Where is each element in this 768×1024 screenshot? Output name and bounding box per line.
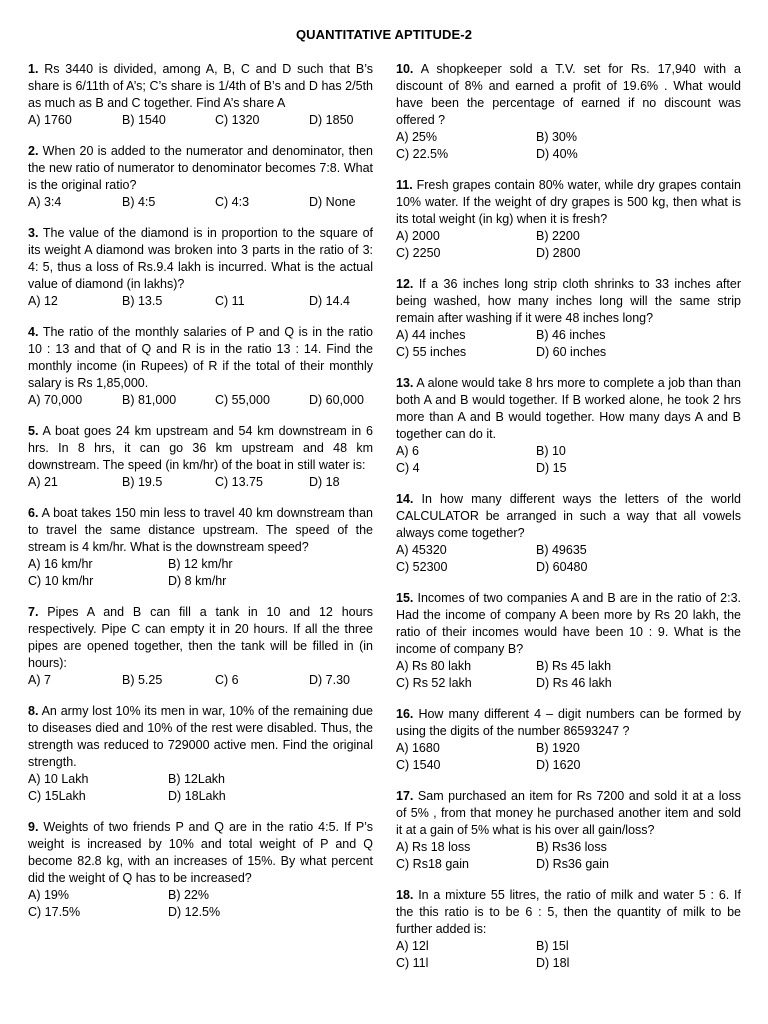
question-body: In how many different ways the letters of the world CALCULATOR be arranged in such a way that all vowels always come together? xyxy=(396,492,741,540)
question-block xyxy=(396,276,741,361)
answer-option: C) 10 km/hr xyxy=(28,574,94,588)
answer-option: C) 17.5% xyxy=(28,905,81,919)
answer-option: B) 13.5 xyxy=(122,294,163,308)
question-body: Incomes of two companies A and B are in the ratio of 2:3. Had the income of company A been more by Rs 20 lakh, the ratio of their incomes would have been 10 : 9. What is the income of company B? xyxy=(396,591,741,656)
question-text xyxy=(396,887,741,938)
answer-option: A) 44 inches xyxy=(396,328,466,342)
answer-options xyxy=(396,327,741,361)
left-column xyxy=(28,61,373,935)
answer-option: B) 1540 xyxy=(122,113,166,127)
answer-option: B) 1920 xyxy=(536,741,580,755)
answer-option: D) 2800 xyxy=(536,246,581,260)
answer-options xyxy=(28,112,373,129)
answer-options xyxy=(28,887,373,921)
answer-options xyxy=(28,474,373,491)
answer-options xyxy=(28,672,373,689)
answer-option: A) 7 xyxy=(28,673,51,687)
answer-option: C) 13.75 xyxy=(215,475,263,489)
question-number: 11. xyxy=(396,178,413,192)
answer-option: A) 45320 xyxy=(396,543,447,557)
answer-option: D) 14.4 xyxy=(309,294,350,308)
answer-option: B) 81,000 xyxy=(122,393,177,407)
answer-options xyxy=(396,542,741,576)
answer-options xyxy=(28,771,373,805)
answer-option: A) 2000 xyxy=(396,229,440,243)
answer-option: A) Rs 18 loss xyxy=(396,840,471,854)
question-number: 12. xyxy=(396,277,414,291)
answer-option: B) 12 km/hr xyxy=(168,557,233,571)
question-number: 13. xyxy=(396,376,414,390)
question-block xyxy=(28,423,373,491)
question-number: 6. xyxy=(28,506,39,520)
answer-option: B) Rs36 loss xyxy=(536,840,607,854)
question-text xyxy=(28,324,373,392)
answer-option: A) 3:4 xyxy=(28,195,62,209)
question-number: 10. xyxy=(396,62,414,76)
answer-option: B) 30% xyxy=(536,130,577,144)
answer-option: D) 40% xyxy=(536,147,578,161)
question-text xyxy=(396,706,741,740)
question-body: A boat goes 24 km upstream and 54 km downstream in 6 hrs. In 8 hrs, it can go 36 km upstream and 48 km downstream. The speed (in km/hr) of the boat in still water is: xyxy=(28,424,373,472)
question-body: Pipes A and B can fill a tank in 10 and 12 hours respectively. Pipe C can empty it in 20 hours. If all the three pipes are opened together, then the tank will be filled in (in hours): xyxy=(28,605,373,670)
question-text xyxy=(28,505,373,556)
answer-options xyxy=(396,443,741,477)
answer-option: C) 52300 xyxy=(396,560,448,574)
answer-option: B) 22% xyxy=(168,888,209,902)
question-text xyxy=(396,375,741,443)
answer-option: D) 60480 xyxy=(536,560,588,574)
answer-option: C) 1540 xyxy=(396,758,441,772)
answer-option: B) 19.5 xyxy=(122,475,163,489)
answer-option: A) 19% xyxy=(28,888,69,902)
answer-option: A) 16 km/hr xyxy=(28,557,93,571)
answer-option: D) Rs36 gain xyxy=(536,857,609,871)
question-text xyxy=(396,491,741,542)
question-block xyxy=(28,225,373,310)
question-body: If a 36 inches long strip cloth shrinks to 33 inches after being washed, how many inches long will the same strip remain after washing if it were 48 inches long? xyxy=(396,277,741,325)
question-body: When 20 is added to the numerator and denominator, then the new ratio of numerator to denominator becomes 7:8. What is the original ratio? xyxy=(28,144,373,192)
answer-options xyxy=(396,839,741,873)
answer-options xyxy=(28,556,373,590)
question-number: 18. xyxy=(396,888,414,902)
answer-option: C) 4:3 xyxy=(215,195,250,209)
answer-option: C) 2250 xyxy=(396,246,441,260)
answer-option: C) 6 xyxy=(215,673,239,687)
question-block xyxy=(396,375,741,477)
question-text xyxy=(28,604,373,672)
question-number: 9. xyxy=(28,820,39,834)
answer-option: D) 60 inches xyxy=(536,345,607,359)
question-block xyxy=(396,706,741,774)
question-block xyxy=(28,143,373,211)
answer-options xyxy=(28,392,373,409)
question-body: A boat takes 150 min less to travel 40 km downstream than to travel the same distance upstream. The speed of the stream is 4 km/hr. What is the downstream speed? xyxy=(28,506,373,554)
answer-option: A) 70,000 xyxy=(28,393,83,407)
answer-option: A) 1760 xyxy=(28,113,72,127)
question-number: 5. xyxy=(28,424,39,438)
question-block xyxy=(28,703,373,805)
question-text xyxy=(396,61,741,129)
answer-option: A) 12l xyxy=(396,939,429,953)
question-block xyxy=(396,590,741,692)
answer-option: A) 25% xyxy=(396,130,437,144)
question-block xyxy=(28,505,373,590)
answer-option: A) Rs 80 lakh xyxy=(396,659,472,673)
answer-option: A) 1680 xyxy=(396,741,440,755)
answer-option: D) None xyxy=(309,195,356,209)
question-block xyxy=(28,61,373,129)
answer-option: B) 15l xyxy=(536,939,569,953)
question-number: 7. xyxy=(28,605,39,619)
question-block xyxy=(28,819,373,921)
question-body: Fresh grapes contain 80% water, while dry grapes contain 10% water. If the weight of dry grapes is 500 kg, then what is its total weight (in kg) when it is fresh? xyxy=(396,178,741,226)
answer-option: B) Rs 45 lakh xyxy=(536,659,612,673)
page-title: QUANTITATIVE APTITUDE-2 xyxy=(295,27,473,42)
answer-option: C) 55 inches xyxy=(396,345,467,359)
answer-option: A) 12 xyxy=(28,294,58,308)
answer-options xyxy=(28,194,373,211)
question-body: The value of the diamond is in proportion to the square of its weight A diamond was broken into 3 parts in the ratio of 3: 4: 5, thus a loss of Rs.9.4 lakh is incurred. What is the actual value of diamond (in lakhs)? xyxy=(28,226,373,291)
answer-option: B) 5.25 xyxy=(122,673,163,687)
answer-option: C) Rs18 gain xyxy=(396,857,469,871)
question-number: 4. xyxy=(28,325,39,339)
question-text xyxy=(396,276,741,327)
answer-option: B) 10 xyxy=(536,444,566,458)
answer-option: D) 8 km/hr xyxy=(168,574,227,588)
question-block xyxy=(396,887,741,972)
question-body: Weights of two friends P and Q are in the ratio 4:5. If P’s weight is increased by 10% and total weight of P and Q become 82.8 kg, with an increases of 15%. By what percent did the weight of Q has to be increased? xyxy=(28,820,373,885)
answer-option: D) Rs 46 lakh xyxy=(536,676,612,690)
answer-option: C) 11l xyxy=(396,956,429,970)
answer-option: C) 15Lakh xyxy=(28,789,86,803)
right-column xyxy=(396,61,741,986)
answer-option: C) 4 xyxy=(396,461,420,475)
question-text xyxy=(28,819,373,887)
answer-option: A) 6 xyxy=(396,444,419,458)
answer-option: D) 18 xyxy=(309,475,340,489)
answer-options xyxy=(396,228,741,262)
question-text xyxy=(28,61,373,112)
answer-option: C) 22.5% xyxy=(396,147,449,161)
answer-option: D) 15 xyxy=(536,461,567,475)
question-number: 17. xyxy=(396,789,414,803)
question-body: How many different 4 – digit numbers can be formed by using the digits of the number 86593247 ? xyxy=(396,707,741,738)
answer-option: C) 11 xyxy=(215,294,245,308)
question-number: 14. xyxy=(396,492,414,506)
answer-option: C) 55,000 xyxy=(215,393,270,407)
answer-option: C) Rs 52 lakh xyxy=(396,676,472,690)
answer-option: B) 12Lakh xyxy=(168,772,225,786)
question-body: In a mixture 55 litres, the ratio of milk and water 5 : 6. If the this ratio is to be 6 : 5, then the quantity of milk to be further added is: xyxy=(396,888,741,936)
question-text xyxy=(396,788,741,839)
question-body: The ratio of the monthly salaries of P and Q is in the ratio 10 : 13 and that of Q and R is in the ratio 13 : 14. Find the monthly income (in Rupees) of R if the total of their monthly salary is Rs 1,85,000. xyxy=(28,325,373,390)
answer-option: B) 46 inches xyxy=(536,328,606,342)
question-body: Rs 3440 is divided, among A, B, C and D such that B’s share is 6/11th of A’s; C’s share is 1/4th of B’s and D has 2/5th as much as B and C together. Find A’s share A xyxy=(28,62,373,110)
question-number: 2. xyxy=(28,144,39,158)
question-body: A alone would take 8 hrs more to complete a job than than both A and B would together. If B worked alone, he took 2 hrs more than A and B would together. How many days A and B together can do it. xyxy=(396,376,741,441)
answer-option: B) 49635 xyxy=(536,543,587,557)
question-body: A shopkeeper sold a T.V. set for Rs. 17,940 with a discount of 8% and earned a profit of 19.6% . What would have been the percentage of earned if no discount was offered ? xyxy=(396,62,741,127)
answer-option: D) 7.30 xyxy=(309,673,350,687)
question-text xyxy=(396,590,741,658)
question-number: 16. xyxy=(396,707,414,721)
question-number: 3. xyxy=(28,226,39,240)
question-text xyxy=(28,225,373,293)
answer-option: A) 10 Lakh xyxy=(28,772,89,786)
answer-option: D) 18l xyxy=(536,956,570,970)
answer-option: D) 1850 xyxy=(309,113,354,127)
question-text xyxy=(28,143,373,194)
answer-option: A) 21 xyxy=(28,475,58,489)
answer-option: B) 2200 xyxy=(536,229,580,243)
answer-option: C) 1320 xyxy=(215,113,260,127)
answer-options xyxy=(396,740,741,774)
question-text xyxy=(396,177,741,228)
answer-option: D) 60,000 xyxy=(309,393,364,407)
answer-options xyxy=(396,129,741,163)
answer-option: D) 12.5% xyxy=(168,905,221,919)
question-block xyxy=(396,61,741,163)
answer-option: D) 18Lakh xyxy=(168,789,226,803)
answer-option: D) 1620 xyxy=(536,758,581,772)
question-block xyxy=(28,604,373,689)
answer-options xyxy=(396,658,741,692)
question-block xyxy=(396,491,741,576)
question-text xyxy=(28,703,373,771)
answer-options xyxy=(396,938,741,972)
question-body: Sam purchased an item for Rs 7200 and sold it at a loss of 5% , from that money he purchased another item and sold it at a gain of 5% what is his over all gain/loss? xyxy=(396,789,741,837)
question-number: 8. xyxy=(28,704,39,718)
question-body: An army lost 10% its men in war, 10% of the remaining due to diseases died and 10% of the rest were disabled. Thus, the strength was reduced to 729000 active men. Find the original strength. xyxy=(28,704,373,769)
question-block xyxy=(28,324,373,409)
question-text xyxy=(28,423,373,474)
question-number: 1. xyxy=(28,62,39,76)
question-block xyxy=(396,788,741,873)
question-block xyxy=(396,177,741,262)
question-number: 15. xyxy=(396,591,414,605)
answer-options xyxy=(28,293,373,310)
answer-option: B) 4:5 xyxy=(122,195,156,209)
